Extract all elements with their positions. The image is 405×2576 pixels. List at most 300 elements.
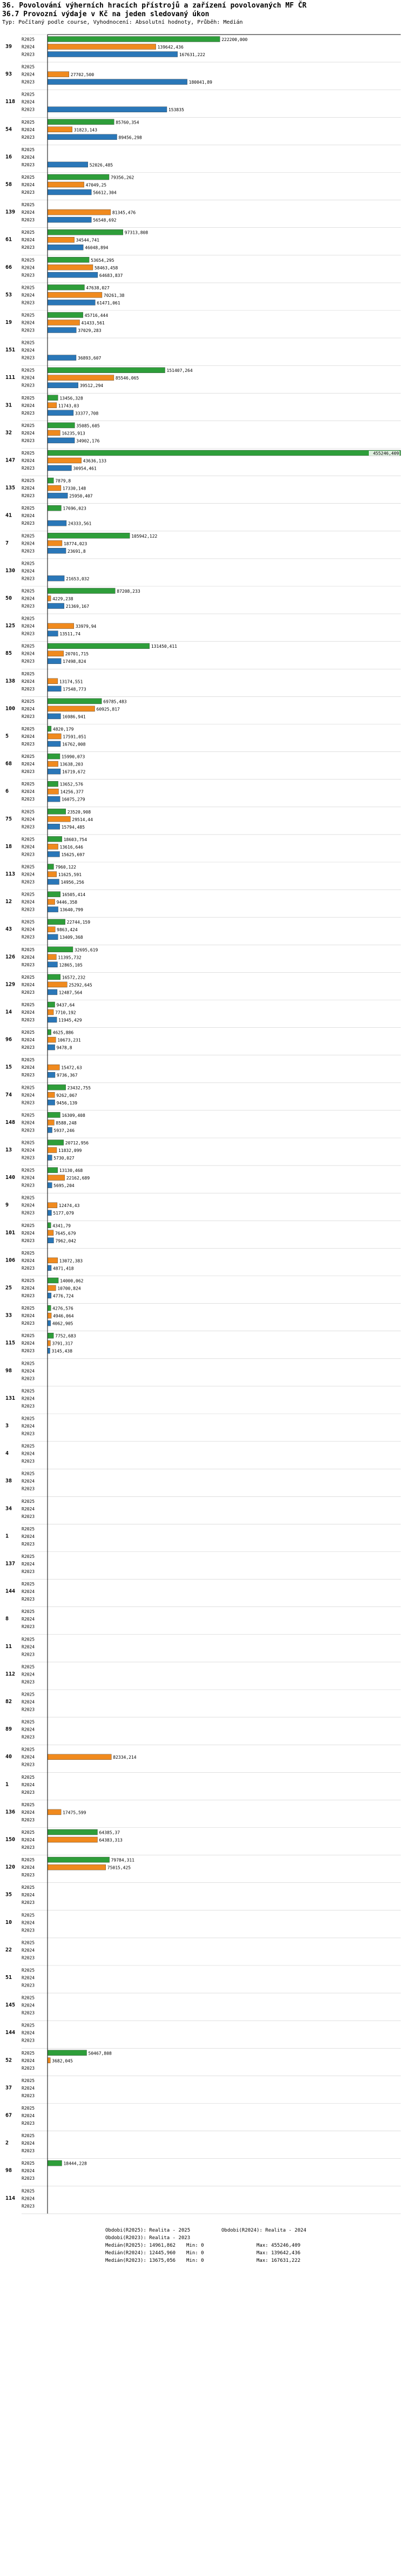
group-label: 148 bbox=[5, 1119, 16, 1126]
series-label: R2023 bbox=[22, 2038, 35, 2043]
chart-subtitle: 36.7 Provozní výdaje v Kč na jeden sledovaný úkon bbox=[2, 10, 210, 18]
bar-r2023 bbox=[48, 1210, 51, 1216]
series-label: R2024 bbox=[22, 1258, 35, 1263]
group-label: 112 bbox=[5, 1671, 16, 1677]
data-label: 12865,105 bbox=[59, 962, 83, 968]
series-label: R2023 bbox=[22, 1348, 35, 1354]
bar-r2023 bbox=[48, 962, 57, 967]
bar-r2024 bbox=[48, 1754, 111, 1760]
series-label: R2023 bbox=[22, 576, 35, 581]
data-label: 5730,027 bbox=[53, 1156, 75, 1161]
series-label: R2023 bbox=[22, 1679, 35, 1685]
group-label: 15 bbox=[5, 1064, 12, 1070]
series-label: R2024 bbox=[22, 1838, 35, 1842]
data-label: 4229,238 bbox=[52, 596, 73, 601]
stats-text: Max: 139642,436 bbox=[256, 2250, 301, 2256]
series-label: R2023 bbox=[22, 218, 35, 223]
series-label: R2025 bbox=[22, 974, 35, 980]
bar-r2024 bbox=[48, 1313, 51, 1318]
series-label: R2023 bbox=[22, 190, 35, 195]
data-label: 18774,023 bbox=[63, 541, 87, 546]
group-label: 75 bbox=[5, 816, 12, 822]
series-label: R2023 bbox=[22, 962, 35, 967]
bar-r2023 bbox=[48, 934, 58, 940]
bar-r2024 bbox=[48, 844, 58, 849]
data-label: 7962,042 bbox=[55, 1238, 76, 1244]
bar-r2024 bbox=[48, 1175, 65, 1181]
series-label: R2024 bbox=[22, 762, 35, 767]
series-label: R2023 bbox=[22, 1404, 35, 1409]
group-label: 114 bbox=[5, 2195, 16, 2201]
bar-r2025 bbox=[48, 1084, 66, 1090]
series-label: R2024 bbox=[22, 1727, 35, 1732]
data-label: 7752,683 bbox=[55, 1333, 76, 1339]
group-label: 82 bbox=[5, 1699, 12, 1705]
series-label: R2023 bbox=[22, 1845, 35, 1850]
bar-r2023 bbox=[48, 879, 59, 885]
series-label: R2024 bbox=[22, 265, 35, 270]
bar-r2025 bbox=[48, 836, 62, 842]
data-label: 79356,262 bbox=[111, 175, 134, 180]
data-label: 53654,295 bbox=[91, 257, 114, 263]
series-label: R2024 bbox=[22, 1975, 35, 1981]
data-label: 13638,203 bbox=[59, 762, 83, 767]
data-label: 33979,94 bbox=[75, 624, 97, 629]
data-label: 153835 bbox=[168, 107, 184, 113]
series-label: R2023 bbox=[22, 273, 35, 278]
data-label: 10673,231 bbox=[57, 1038, 81, 1043]
series-label: R2025 bbox=[22, 1361, 35, 1366]
data-label: 13511,74 bbox=[59, 632, 80, 637]
series-label: R2024 bbox=[22, 1093, 35, 1098]
series-label: R2025 bbox=[22, 395, 35, 401]
data-label: 139642,436 bbox=[157, 45, 184, 50]
series-label: R2024 bbox=[22, 1341, 35, 1346]
series-label: R2023 bbox=[22, 1762, 35, 1767]
bar-r2023 bbox=[48, 824, 60, 829]
bar-r2024 bbox=[48, 651, 64, 656]
data-label: 4820,179 bbox=[52, 727, 74, 732]
series-label: R2025 bbox=[22, 451, 35, 456]
series-label: R2025 bbox=[22, 1940, 35, 1945]
series-label: R2025 bbox=[22, 1885, 35, 1890]
group-label: 34 bbox=[5, 1506, 12, 1512]
series-label: R2024 bbox=[22, 1562, 35, 1567]
bar-r2024 bbox=[48, 265, 93, 270]
bar-r2023 bbox=[48, 520, 66, 526]
series-label: R2024 bbox=[22, 1920, 35, 1926]
bar-r2025 bbox=[48, 368, 165, 373]
group-label: 147 bbox=[5, 457, 16, 464]
group-label: 101 bbox=[5, 1230, 16, 1236]
data-label: 35085,605 bbox=[76, 423, 100, 429]
series-label: R2025 bbox=[22, 1913, 35, 1918]
bar-r2024 bbox=[48, 485, 61, 491]
group-label: 67 bbox=[5, 2112, 12, 2119]
series-label: R2023 bbox=[22, 1541, 35, 1547]
bar-r2023 bbox=[48, 548, 66, 553]
bar-r2023 bbox=[48, 79, 187, 85]
series-label: R2024 bbox=[22, 1148, 35, 1153]
data-label: 15625,697 bbox=[61, 852, 85, 857]
series-label: R2024 bbox=[22, 899, 35, 905]
bar-r2024 bbox=[48, 540, 62, 546]
bar-r2024 bbox=[48, 706, 95, 711]
data-label: 30954,461 bbox=[73, 466, 97, 471]
bar-r2023 bbox=[48, 604, 64, 609]
series-label: R2023 bbox=[22, 934, 35, 940]
group-label: 2 bbox=[5, 2140, 9, 2146]
series-label: R2025 bbox=[22, 2078, 35, 2083]
series-label: R2025 bbox=[22, 1250, 35, 1256]
series-label: R2024 bbox=[22, 430, 35, 436]
group-label: 4 bbox=[5, 1450, 9, 1457]
bar-r2023 bbox=[48, 741, 60, 747]
bar-r2025 bbox=[48, 1168, 58, 1173]
data-label: 17475,599 bbox=[63, 1810, 86, 1815]
bar-r2023 bbox=[48, 134, 117, 140]
bar-r2024 bbox=[48, 954, 56, 960]
bar-r2025 bbox=[48, 423, 75, 428]
data-label: 7960,122 bbox=[55, 865, 76, 870]
series-label: R2023 bbox=[22, 2010, 35, 2016]
series-label: R2023 bbox=[22, 1431, 35, 1436]
data-label: 22162,689 bbox=[66, 1176, 90, 1181]
bar-r2023 bbox=[48, 631, 58, 636]
data-label: 41433,561 bbox=[81, 321, 105, 326]
series-label: R2023 bbox=[22, 1597, 35, 1602]
group-label: 35 bbox=[5, 1892, 12, 1898]
data-label: 3791,317 bbox=[52, 1341, 73, 1346]
data-label: 12487,564 bbox=[58, 990, 83, 995]
series-label: R2025 bbox=[22, 1195, 35, 1201]
bar-r2025 bbox=[48, 588, 115, 594]
series-label: R2024 bbox=[22, 1782, 35, 1787]
series-label: R2025 bbox=[22, 1057, 35, 1063]
series-label: R2024 bbox=[22, 72, 35, 77]
bar-r2025 bbox=[48, 174, 109, 180]
group-label: 13 bbox=[5, 1147, 12, 1153]
bar-r2024 bbox=[48, 761, 58, 767]
series-label: R2023 bbox=[22, 1100, 35, 1106]
series-label: R2025 bbox=[22, 727, 35, 731]
bar-r2024 bbox=[48, 872, 57, 877]
series-label: R2024 bbox=[22, 210, 35, 215]
group-label: 106 bbox=[5, 1257, 16, 1264]
series-label: R2023 bbox=[22, 1155, 35, 1161]
bar-r2024 bbox=[48, 734, 61, 739]
group-label: 125 bbox=[5, 623, 16, 629]
series-label: R2023 bbox=[22, 79, 35, 85]
group-label: 85 bbox=[5, 650, 12, 657]
data-label: 16572,232 bbox=[62, 975, 86, 980]
series-label: R2025 bbox=[22, 1692, 35, 1697]
series-label: R2023 bbox=[22, 742, 35, 747]
group-label: 52 bbox=[5, 2057, 12, 2064]
series-label: R2024 bbox=[22, 2030, 35, 2036]
group-label: 136 bbox=[5, 1809, 16, 1815]
bar-r2023 bbox=[48, 769, 60, 774]
bar-r2024 bbox=[48, 292, 102, 297]
bar-r2023 bbox=[48, 1293, 51, 1298]
series-label: R2024 bbox=[22, 1010, 35, 1015]
data-label: 37029,283 bbox=[78, 328, 102, 333]
bar-r2023 bbox=[48, 189, 91, 195]
series-label: R2023 bbox=[22, 162, 35, 167]
series-label: R2023 bbox=[22, 1873, 35, 1878]
group-label: 14 bbox=[5, 1009, 12, 1015]
data-label: 151407,264 bbox=[166, 368, 193, 374]
data-label: 25292,645 bbox=[69, 982, 92, 988]
series-label: R2023 bbox=[22, 631, 35, 636]
series-label: R2024 bbox=[22, 1506, 35, 1511]
bar-r2024 bbox=[48, 1037, 56, 1042]
data-label: 34544,741 bbox=[76, 238, 99, 243]
bar-r2023 bbox=[48, 659, 61, 664]
group-label: 43 bbox=[5, 926, 12, 933]
series-label: R2025 bbox=[22, 119, 35, 125]
group-label: 100 bbox=[5, 706, 16, 712]
group-label: 53 bbox=[5, 292, 12, 298]
data-label: 17498,824 bbox=[63, 659, 86, 665]
bar-r2025 bbox=[48, 1829, 97, 1835]
data-label: 4625,886 bbox=[52, 1030, 74, 1035]
data-label: 11832,099 bbox=[58, 1148, 82, 1153]
bar-r2024 bbox=[48, 816, 70, 822]
series-label: R2025 bbox=[22, 506, 35, 511]
bar-r2023 bbox=[48, 1045, 55, 1050]
series-label: R2024 bbox=[22, 375, 35, 381]
bar-r2023 bbox=[48, 989, 57, 995]
series-label: R2023 bbox=[22, 245, 35, 250]
series-label: R2023 bbox=[22, 1183, 35, 1188]
series-label: R2024 bbox=[22, 2058, 35, 2063]
series-label: R2023 bbox=[22, 134, 35, 140]
series-label: R2025 bbox=[22, 1443, 35, 1449]
series-label: R2025 bbox=[22, 1802, 35, 1807]
series-label: R2025 bbox=[22, 147, 35, 152]
data-label: 13456,328 bbox=[59, 396, 83, 401]
data-label: 4946,064 bbox=[53, 1313, 74, 1319]
series-label: R2024 bbox=[22, 1175, 35, 1181]
bar-r2023 bbox=[48, 714, 60, 719]
group-label: 138 bbox=[5, 678, 16, 684]
series-label: R2024 bbox=[22, 320, 35, 326]
series-label: R2024 bbox=[22, 1589, 35, 1595]
data-label: 16505,414 bbox=[62, 892, 86, 898]
group-label: 130 bbox=[5, 567, 16, 574]
data-label: 4062,905 bbox=[52, 1321, 73, 1326]
data-label: 20712,956 bbox=[65, 1141, 89, 1145]
data-label: 16719,672 bbox=[62, 769, 86, 775]
series-label: R2024 bbox=[22, 1203, 35, 1208]
data-label: 14956,256 bbox=[60, 880, 84, 885]
series-label: R2023 bbox=[22, 107, 35, 112]
bar-r2025 bbox=[48, 1278, 58, 1283]
series-label: R2024 bbox=[22, 1313, 35, 1319]
series-label: R2023 bbox=[22, 1265, 35, 1271]
data-label: 16309,408 bbox=[62, 1113, 85, 1118]
data-label: 4871,418 bbox=[52, 1266, 74, 1271]
data-label: 8588,248 bbox=[56, 1120, 77, 1126]
stats-text: Min: 0 bbox=[186, 2250, 204, 2256]
series-label: R2023 bbox=[22, 438, 35, 443]
data-label: 58463,458 bbox=[94, 265, 118, 270]
group-label: 19 bbox=[5, 320, 12, 326]
series-label: R2025 bbox=[22, 1995, 35, 2001]
stats-text: Obdobi(R2025): Realita - 2025 bbox=[105, 2227, 191, 2233]
series-label: R2025 bbox=[22, 175, 35, 180]
series-label: R2024 bbox=[22, 927, 35, 932]
bar-r2024 bbox=[48, 1809, 61, 1815]
bar-r2025 bbox=[48, 1029, 51, 1035]
group-label: 1 bbox=[5, 1781, 9, 1788]
series-label: R2025 bbox=[22, 423, 35, 428]
group-label: 18 bbox=[5, 843, 12, 850]
bar-r2023 bbox=[48, 575, 64, 581]
bar-r2024 bbox=[48, 127, 72, 132]
series-label: R2025 bbox=[22, 478, 35, 484]
series-label: R2025 bbox=[22, 1471, 35, 1476]
series-label: R2025 bbox=[22, 285, 35, 290]
series-label: R2025 bbox=[22, 1030, 35, 1035]
series-label: R2025 bbox=[22, 1333, 35, 1339]
data-label: 105942,122 bbox=[131, 533, 158, 539]
bar-r2023 bbox=[48, 1155, 52, 1161]
series-label: R2024 bbox=[22, 568, 35, 574]
data-label: 43636,133 bbox=[83, 458, 107, 464]
bar-r2023 bbox=[48, 493, 68, 498]
group-label: 68 bbox=[5, 761, 12, 767]
data-label: 18444,228 bbox=[63, 2161, 87, 2166]
group-label: 11 bbox=[5, 1643, 12, 1650]
bar-r2024 bbox=[48, 1837, 97, 1842]
series-label: R2025 bbox=[22, 2023, 35, 2028]
data-label: 13409,368 bbox=[59, 935, 83, 940]
group-label: 1 bbox=[5, 1533, 9, 1540]
bar-r2023 bbox=[48, 328, 76, 333]
series-label: R2024 bbox=[22, 2113, 35, 2118]
bar-r2025 bbox=[48, 284, 84, 290]
series-label: R2025 bbox=[22, 1278, 35, 1283]
bar-r2025 bbox=[48, 699, 102, 704]
bar-r2025 bbox=[48, 754, 60, 759]
series-label: R2025 bbox=[22, 1140, 35, 1145]
data-label: 97313,808 bbox=[124, 230, 148, 235]
bar-r2025 bbox=[48, 892, 60, 897]
series-label: R2024 bbox=[22, 1451, 35, 1456]
data-label: 9736,367 bbox=[56, 1073, 78, 1078]
data-label: 9437,64 bbox=[56, 1002, 75, 1008]
series-label: R2025 bbox=[22, 2188, 35, 2194]
series-label: R2023 bbox=[22, 852, 35, 857]
series-label: R2023 bbox=[22, 907, 35, 912]
series-label: R2024 bbox=[22, 1893, 35, 1898]
data-label: 23520,908 bbox=[67, 809, 91, 815]
series-label: R2025 bbox=[22, 1774, 35, 1780]
stats-text: Min: 0 bbox=[186, 2258, 204, 2263]
data-label: 5937,246 bbox=[53, 1128, 75, 1133]
data-label: 23691,8 bbox=[68, 548, 86, 554]
stats-text: Medián(R2025): 14961,862 bbox=[105, 2242, 176, 2248]
series-label: R2024 bbox=[22, 1534, 35, 1539]
series-label: R2025 bbox=[22, 588, 35, 594]
bar-r2025 bbox=[48, 450, 401, 456]
data-label: 17591,051 bbox=[63, 734, 86, 740]
series-label: R2025 bbox=[22, 368, 35, 373]
data-label: 7645,679 bbox=[55, 1231, 76, 1236]
series-label: R2024 bbox=[22, 1865, 35, 1870]
series-label: R2023 bbox=[22, 1928, 35, 1933]
data-label: 47638,027 bbox=[86, 285, 110, 290]
bar-r2025 bbox=[48, 2050, 87, 2056]
series-label: R2023 bbox=[22, 1321, 35, 1326]
group-label: 32 bbox=[5, 430, 12, 436]
group-label: 54 bbox=[5, 126, 12, 133]
series-label: R2023 bbox=[22, 1376, 35, 1381]
series-label: R2025 bbox=[22, 643, 35, 649]
data-label: 87208,233 bbox=[117, 589, 140, 594]
group-label: 126 bbox=[5, 954, 16, 960]
series-label: R2023 bbox=[22, 355, 35, 361]
bar-r2025 bbox=[48, 395, 58, 401]
series-label: R2024 bbox=[22, 1038, 35, 1043]
data-label: 47049,25 bbox=[85, 182, 107, 188]
data-label: 9456,139 bbox=[56, 1100, 78, 1106]
data-label: 9863,424 bbox=[57, 927, 78, 933]
group-label: 145 bbox=[5, 2002, 16, 2009]
series-label: R2023 bbox=[22, 1983, 35, 1988]
data-label: 13130,468 bbox=[59, 1168, 83, 1174]
series-label: R2025 bbox=[22, 1085, 35, 1090]
bar-r2023 bbox=[48, 300, 95, 305]
series-label: R2024 bbox=[22, 1286, 35, 1291]
data-label: 23432,755 bbox=[67, 1085, 91, 1090]
series-label: R2024 bbox=[22, 982, 35, 987]
data-label: 39512,294 bbox=[79, 383, 104, 389]
series-label: R2024 bbox=[22, 2085, 35, 2091]
bar-r2023 bbox=[48, 1127, 52, 1133]
series-label: R2025 bbox=[22, 2106, 35, 2111]
bar-r2023 bbox=[48, 851, 59, 857]
data-label: 61471,061 bbox=[97, 300, 120, 306]
bar-r2024 bbox=[48, 1120, 54, 1125]
group-label: 144 bbox=[5, 2030, 16, 2036]
data-label: 16762,008 bbox=[62, 742, 86, 747]
series-label: R2024 bbox=[22, 486, 35, 491]
bar-r2023 bbox=[48, 1017, 57, 1022]
series-label: R2023 bbox=[22, 466, 35, 471]
bar-r2024 bbox=[48, 44, 156, 50]
data-label: 32695,619 bbox=[74, 947, 98, 953]
bar-r2024 bbox=[48, 1009, 53, 1015]
series-label: R2025 bbox=[22, 699, 35, 704]
series-label: R2025 bbox=[22, 1113, 35, 1118]
group-label: 3 bbox=[5, 1423, 9, 1429]
group-label: 9 bbox=[5, 1202, 9, 1209]
series-label: R2023 bbox=[22, 769, 35, 775]
series-label: R2024 bbox=[22, 789, 35, 795]
stats-text: Medián(R2024): 12445,960 bbox=[105, 2250, 176, 2256]
series-label: R2023 bbox=[22, 989, 35, 995]
bar-r2023 bbox=[48, 107, 167, 112]
series-label: R2024 bbox=[22, 2141, 35, 2146]
bar-r2023 bbox=[48, 686, 61, 692]
series-label: R2025 bbox=[22, 533, 35, 539]
data-label: 20701,715 bbox=[65, 652, 89, 657]
data-label: 18603,754 bbox=[63, 837, 87, 842]
series-label: R2025 bbox=[22, 947, 35, 952]
